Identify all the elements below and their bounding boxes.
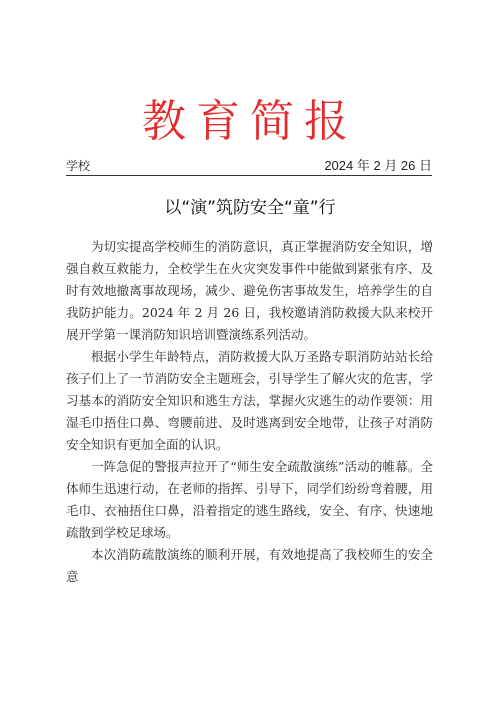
school-label: 学校 [66, 159, 91, 173]
body-paragraph: 本次消防疏散演练的顺利开展，有效地提高了我校师生的安全意 [66, 547, 433, 584]
body-paragraph: 一阵急促的警报声拉开了“师生安全疏散演练”活动的帷幕。全体师生迅速行动，在老师的指挥、引导下，同学们纷纷弯着腰，用毛巾、衣袖捂住口鼻，沿着指定的逃生路线，安全、有序、快速地疏散到学校足球场。 [66, 459, 433, 540]
masthead-title: 教育简报 [142, 96, 358, 147]
article-body [66, 236, 433, 588]
article-title: 以“演”筑防安全“童”行 [164, 198, 336, 218]
body-paragraph: 根据小学生年龄特点，消防救援大队万圣路专职消防站站长给孩子们上了一节消防安全主题班会，引导学生了解火灾的危害，学习基本的消防安全知识和逃生方法，掌握火灾逃生的动作要领：用湿毛巾捂住口鼻、弯腰前进、及时逃离到安全地带，让孩子对消防安全知识有更加全面的认识。 [66, 349, 433, 452]
body-paragraph: 为切实提高学校师生的消防意识，真正掌握消防安全知识，增强自救互救能力，全校学生在火灾突发事件中能做到紧张有序、及时有效地撤离事故现场，减少、避免伤害事故发生，培养学生的自我防护能力。2024 年 2 月 26 日，我校邀请消防救援大队来校开展开学第一课消防知识培训暨演练系列活动。 [66, 239, 433, 342]
issue-date: 2024 年 2 月 26 日 [324, 158, 432, 173]
dateline [66, 157, 432, 176]
